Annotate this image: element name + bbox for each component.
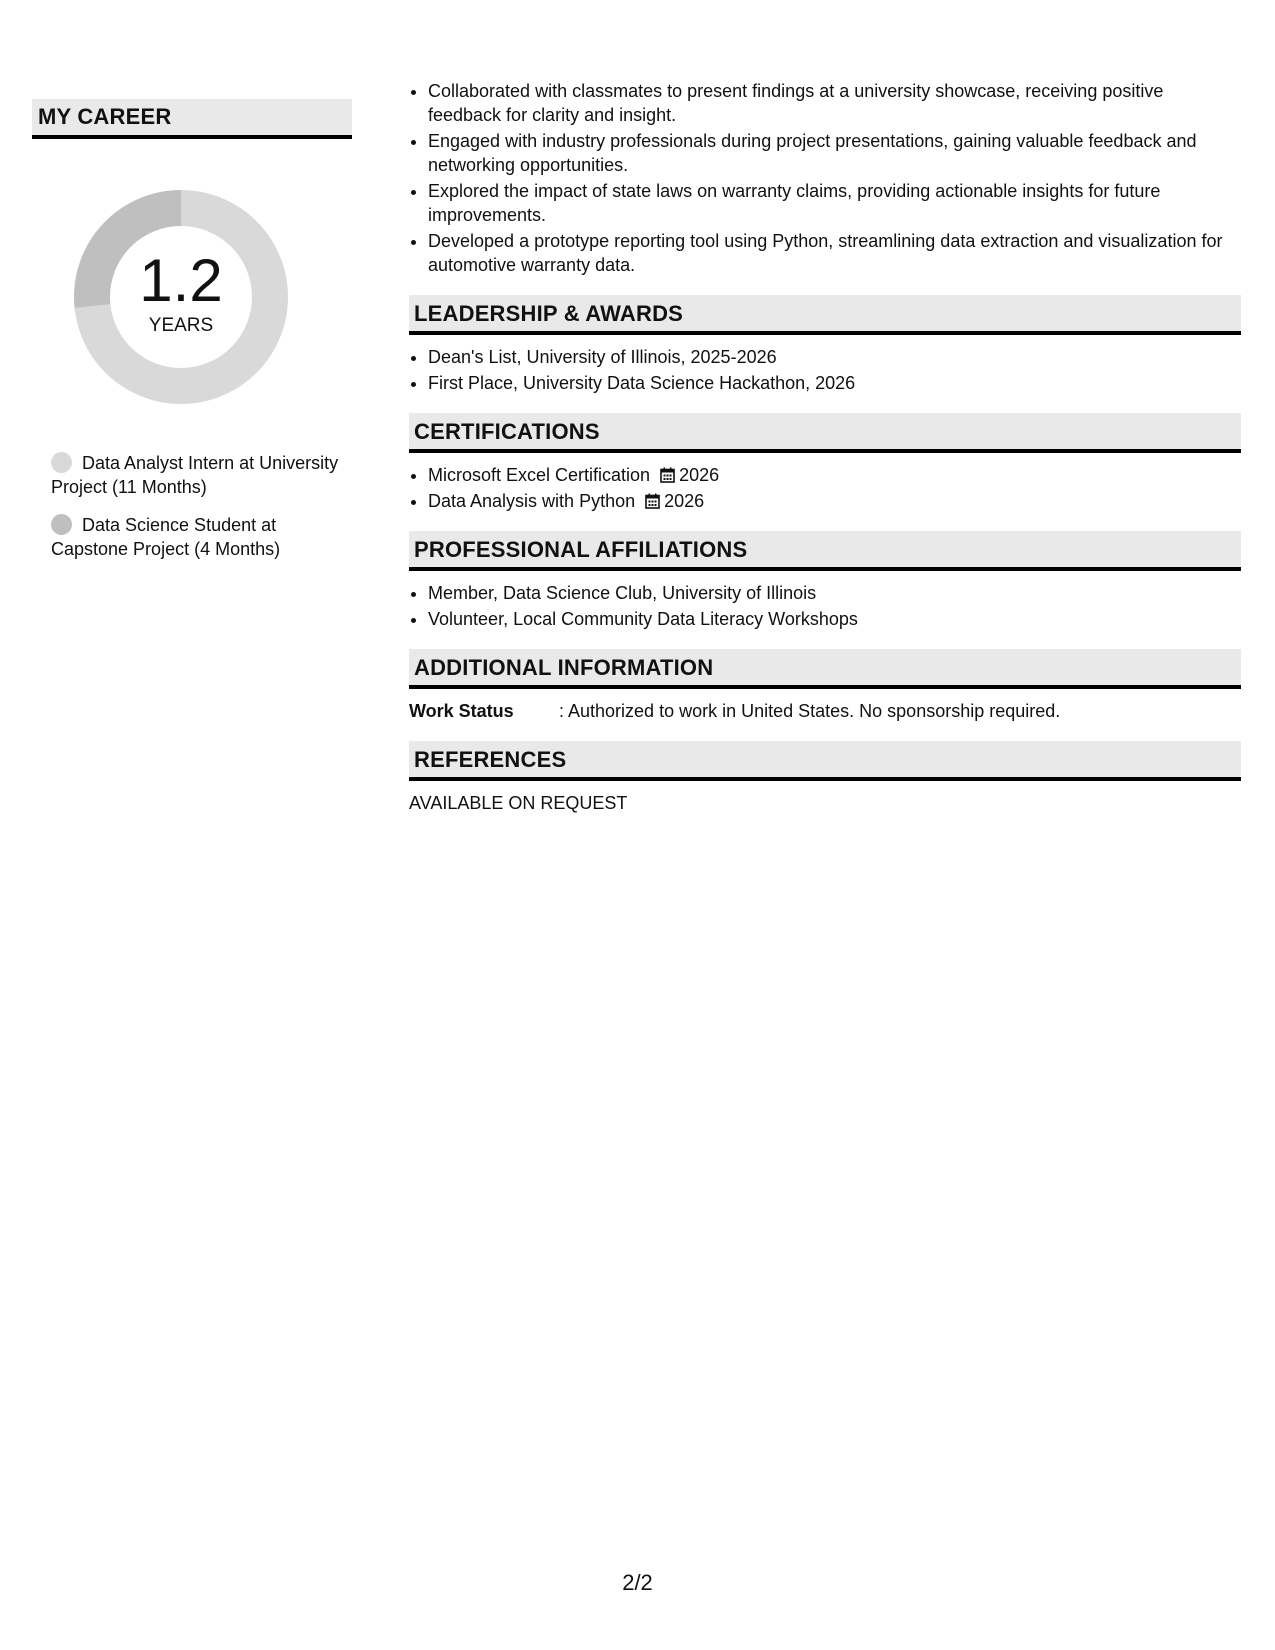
career-sidebar [32, 99, 352, 575]
list-item: • Dean's List, University of Illinois, 2025-2026 [428, 345, 1241, 369]
leadership-list [409, 345, 1241, 395]
certification-name: Microsoft Excel Certification [428, 465, 651, 485]
list-item: • Volunteer, Local Community Data Literacy Workshops [428, 607, 1241, 631]
career-legend-item [51, 451, 351, 499]
career-legend [32, 451, 352, 561]
certification-year: 2026 [679, 465, 720, 485]
certifications-list [409, 463, 1241, 513]
leadership-heading: LEADERSHIP & AWARDS [409, 295, 1241, 335]
main-content [409, 79, 1241, 815]
list-item [428, 489, 1241, 513]
certification-name: Data Analysis with Python [428, 491, 636, 511]
additional-info-heading: ADDITIONAL INFORMATION [409, 649, 1241, 689]
calendar-icon [645, 493, 660, 509]
work-status-label: Work Status [409, 701, 514, 721]
legend-dot-icon [51, 452, 72, 473]
career-total-unit: YEARS [148, 315, 214, 336]
career-donut-chart [65, 181, 297, 413]
certification-year: 2026 [664, 491, 705, 511]
affiliations-list [409, 581, 1241, 631]
list-item: • Developed a prototype reporting tool using Python, streamlining data extraction and visualization for automotive warranty data. [428, 229, 1241, 277]
legend-dot-icon [51, 514, 72, 535]
donut-center [65, 181, 297, 413]
career-total-value: 1.2 [139, 247, 223, 314]
career-heading: MY CAREER [32, 99, 352, 139]
career-legend-item [51, 513, 351, 561]
work-status-row [409, 699, 1241, 723]
experience-bullet-list [409, 79, 1241, 277]
list-item: • Engaged with industry professionals during project presentations, gaining valuable feedback and networking opportunities. [428, 129, 1241, 177]
references-text: AVAILABLE ON REQUEST [409, 793, 628, 813]
list-item: • Explored the impact of state laws on warranty claims, providing actionable insights for future improvements. [428, 179, 1241, 227]
certifications-heading: CERTIFICATIONS [409, 413, 1241, 453]
affiliations-heading: PROFESSIONAL AFFILIATIONS [409, 531, 1241, 571]
list-item: • First Place, University Data Science Hackathon, 2026 [428, 371, 1241, 395]
career-legend-label: Data Science Student at Capstone Project (4 Months) [51, 515, 281, 559]
work-status-value: : Authorized to work in United States. No sponsorship required. [559, 701, 1061, 721]
career-legend-label: Data Analyst Intern at University Project (11 Months) [51, 453, 339, 497]
page-number: 2/2 [622, 1570, 653, 1595]
list-item [428, 463, 1241, 487]
calendar-icon [660, 467, 675, 483]
list-item: • Member, Data Science Club, University of Illinois [428, 581, 1241, 605]
references-heading: REFERENCES [409, 741, 1241, 781]
list-item: • Collaborated with classmates to present findings at a university showcase, receiving positive feedback for clarity and insight. [428, 79, 1241, 127]
